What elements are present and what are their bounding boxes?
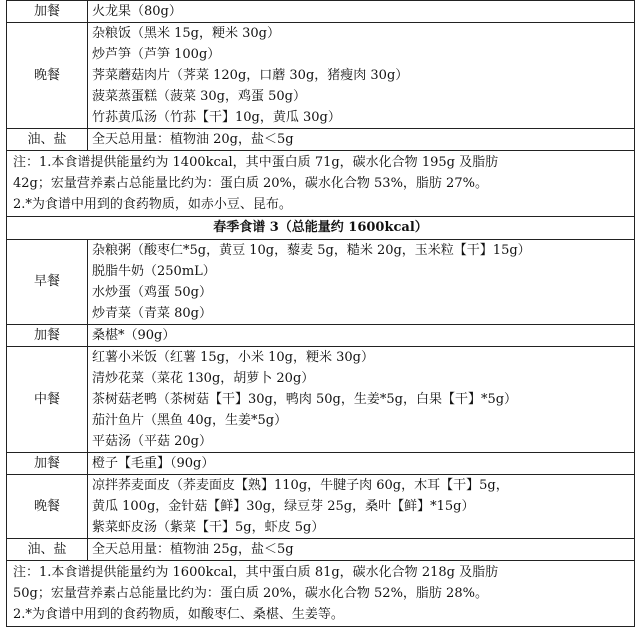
- meal-content: [88, 1, 635, 23]
- dish-line: 桑椹*（90g）: [92, 328, 176, 343]
- dish-line: 平菇汤（平菇 20g）: [92, 434, 212, 449]
- meal-content: [88, 129, 635, 151]
- meal-row: [7, 453, 635, 475]
- nutrition-note: [7, 561, 635, 627]
- dish-line: 清炒花菜（菜花 130g，胡萝卜 20g）: [92, 371, 315, 386]
- note-line: 2.*为食谱中用到的食药物质，如赤小豆、昆布。: [13, 197, 292, 212]
- meal-label: 油、盐: [7, 539, 88, 561]
- meal-label: 晚餐: [7, 23, 88, 129]
- dish-line: 杂粮饭（黑米 15g，粳米 30g）: [92, 26, 280, 41]
- meal-label: 晚餐: [7, 475, 88, 539]
- menu-table: [6, 0, 635, 627]
- dish-line: 荠菜蘑菇肉片（荠菜 120g，口蘑 30g，猪瘦肉 30g）: [92, 68, 409, 83]
- meal-content: [88, 453, 635, 475]
- note-line: 注：1.本食谱提供能量约为 1400kcal，其中蛋白质 71g，碳水化合物 195g 及脂肪: [13, 155, 499, 170]
- note-line: 42g；宏量营养素占总能量比约为：蛋白质 20%，碳水化合物 53%，脂肪 27%。: [13, 176, 488, 191]
- meal-label: 中餐: [7, 347, 88, 453]
- meal-row: [7, 129, 635, 151]
- meal-content: [88, 240, 635, 325]
- dish-line: 茶树菇老鸭（茶树菇【干】30g，鸭肉 50g，生姜*5g，白果【干】*5g）: [92, 392, 518, 407]
- note-line: 2.*为食谱中用到的食药物质，如酸枣仁、桑椹、生姜等。: [13, 607, 344, 622]
- dish-line: 火龙果（80g）: [92, 4, 182, 19]
- meal-row: [7, 325, 635, 347]
- meal-label: 加餐: [7, 1, 88, 23]
- dish-line: 菠菜蒸蛋糕（菠菜 30g，鸡蛋 50g）: [92, 89, 306, 104]
- dish-line: 全天总用量：植物油 20g，盐＜5g: [92, 132, 294, 147]
- menu-document: [6, 0, 632, 627]
- dish-line: 全天总用量：植物油 25g，盐＜5g: [92, 542, 294, 557]
- note-line: 50g；宏量营养素占总能量比约为：蛋白质 20%，碳水化合物 52%，脂肪 28%。: [13, 586, 488, 601]
- meal-content: [88, 539, 635, 561]
- note-line: 注：1.本食谱提供能量约为 1600kcal，其中蛋白质 81g，碳水化合物 218g 及脂肪: [13, 565, 499, 580]
- dish-line: 红薯小米饭（红薯 15g，小米 10g，粳米 30g）: [92, 350, 374, 365]
- note-row: [7, 151, 635, 217]
- meal-label: 加餐: [7, 453, 88, 475]
- meal-row: [7, 23, 635, 129]
- dish-line: 竹荪黄瓜汤（竹荪【干】10g，黄瓜 30g）: [92, 110, 341, 125]
- meal-row: [7, 475, 635, 539]
- dish-line: 茄汁鱼片（黑鱼 40g，生姜*5g）: [92, 413, 288, 428]
- meal-label: 早餐: [7, 240, 88, 325]
- dish-line: 橙子【毛重】（90g）: [92, 456, 215, 471]
- nutrition-note: [7, 151, 635, 217]
- meal-row: [7, 1, 635, 23]
- meal-content: [88, 23, 635, 129]
- menu-title: 春季食谱 3（总能量约 1600kcal）: [7, 217, 635, 240]
- dish-line: 杂粮粥（酸枣仁*5g，黄豆 10g，藜麦 5g，糙米 20g，玉米粒【干】15g）: [92, 243, 531, 258]
- meal-label: 加餐: [7, 325, 88, 347]
- meal-content: [88, 347, 635, 453]
- meal-label: 油、盐: [7, 129, 88, 151]
- dish-line: 炒青菜（青菜 80g）: [92, 306, 212, 321]
- dish-line: 紫菜虾皮汤（紫菜【干】5g，虾皮 5g）: [92, 520, 325, 535]
- dish-line: 脱脂牛奶（250mL）: [92, 264, 216, 279]
- note-row: [7, 561, 635, 627]
- meal-content: [88, 475, 635, 539]
- meal-content: [88, 325, 635, 347]
- menu-table-body: [7, 1, 635, 627]
- dish-line: 水炒蛋（鸡蛋 50g）: [92, 285, 212, 300]
- meal-row: [7, 347, 635, 453]
- title-row: [7, 217, 635, 240]
- dish-line: 炒芦笋（芦笋 100g）: [92, 47, 221, 62]
- meal-row: [7, 539, 635, 561]
- meal-row: [7, 240, 635, 325]
- dish-line: 凉拌荞麦面皮（荞麦面皮【熟】110g，牛腱子肉 60g，木耳【干】5g，: [92, 478, 509, 493]
- dish-line: 黄瓜 100g，金针菇【鲜】30g，绿豆芽 25g，桑叶【鲜】*15g）: [92, 499, 475, 514]
